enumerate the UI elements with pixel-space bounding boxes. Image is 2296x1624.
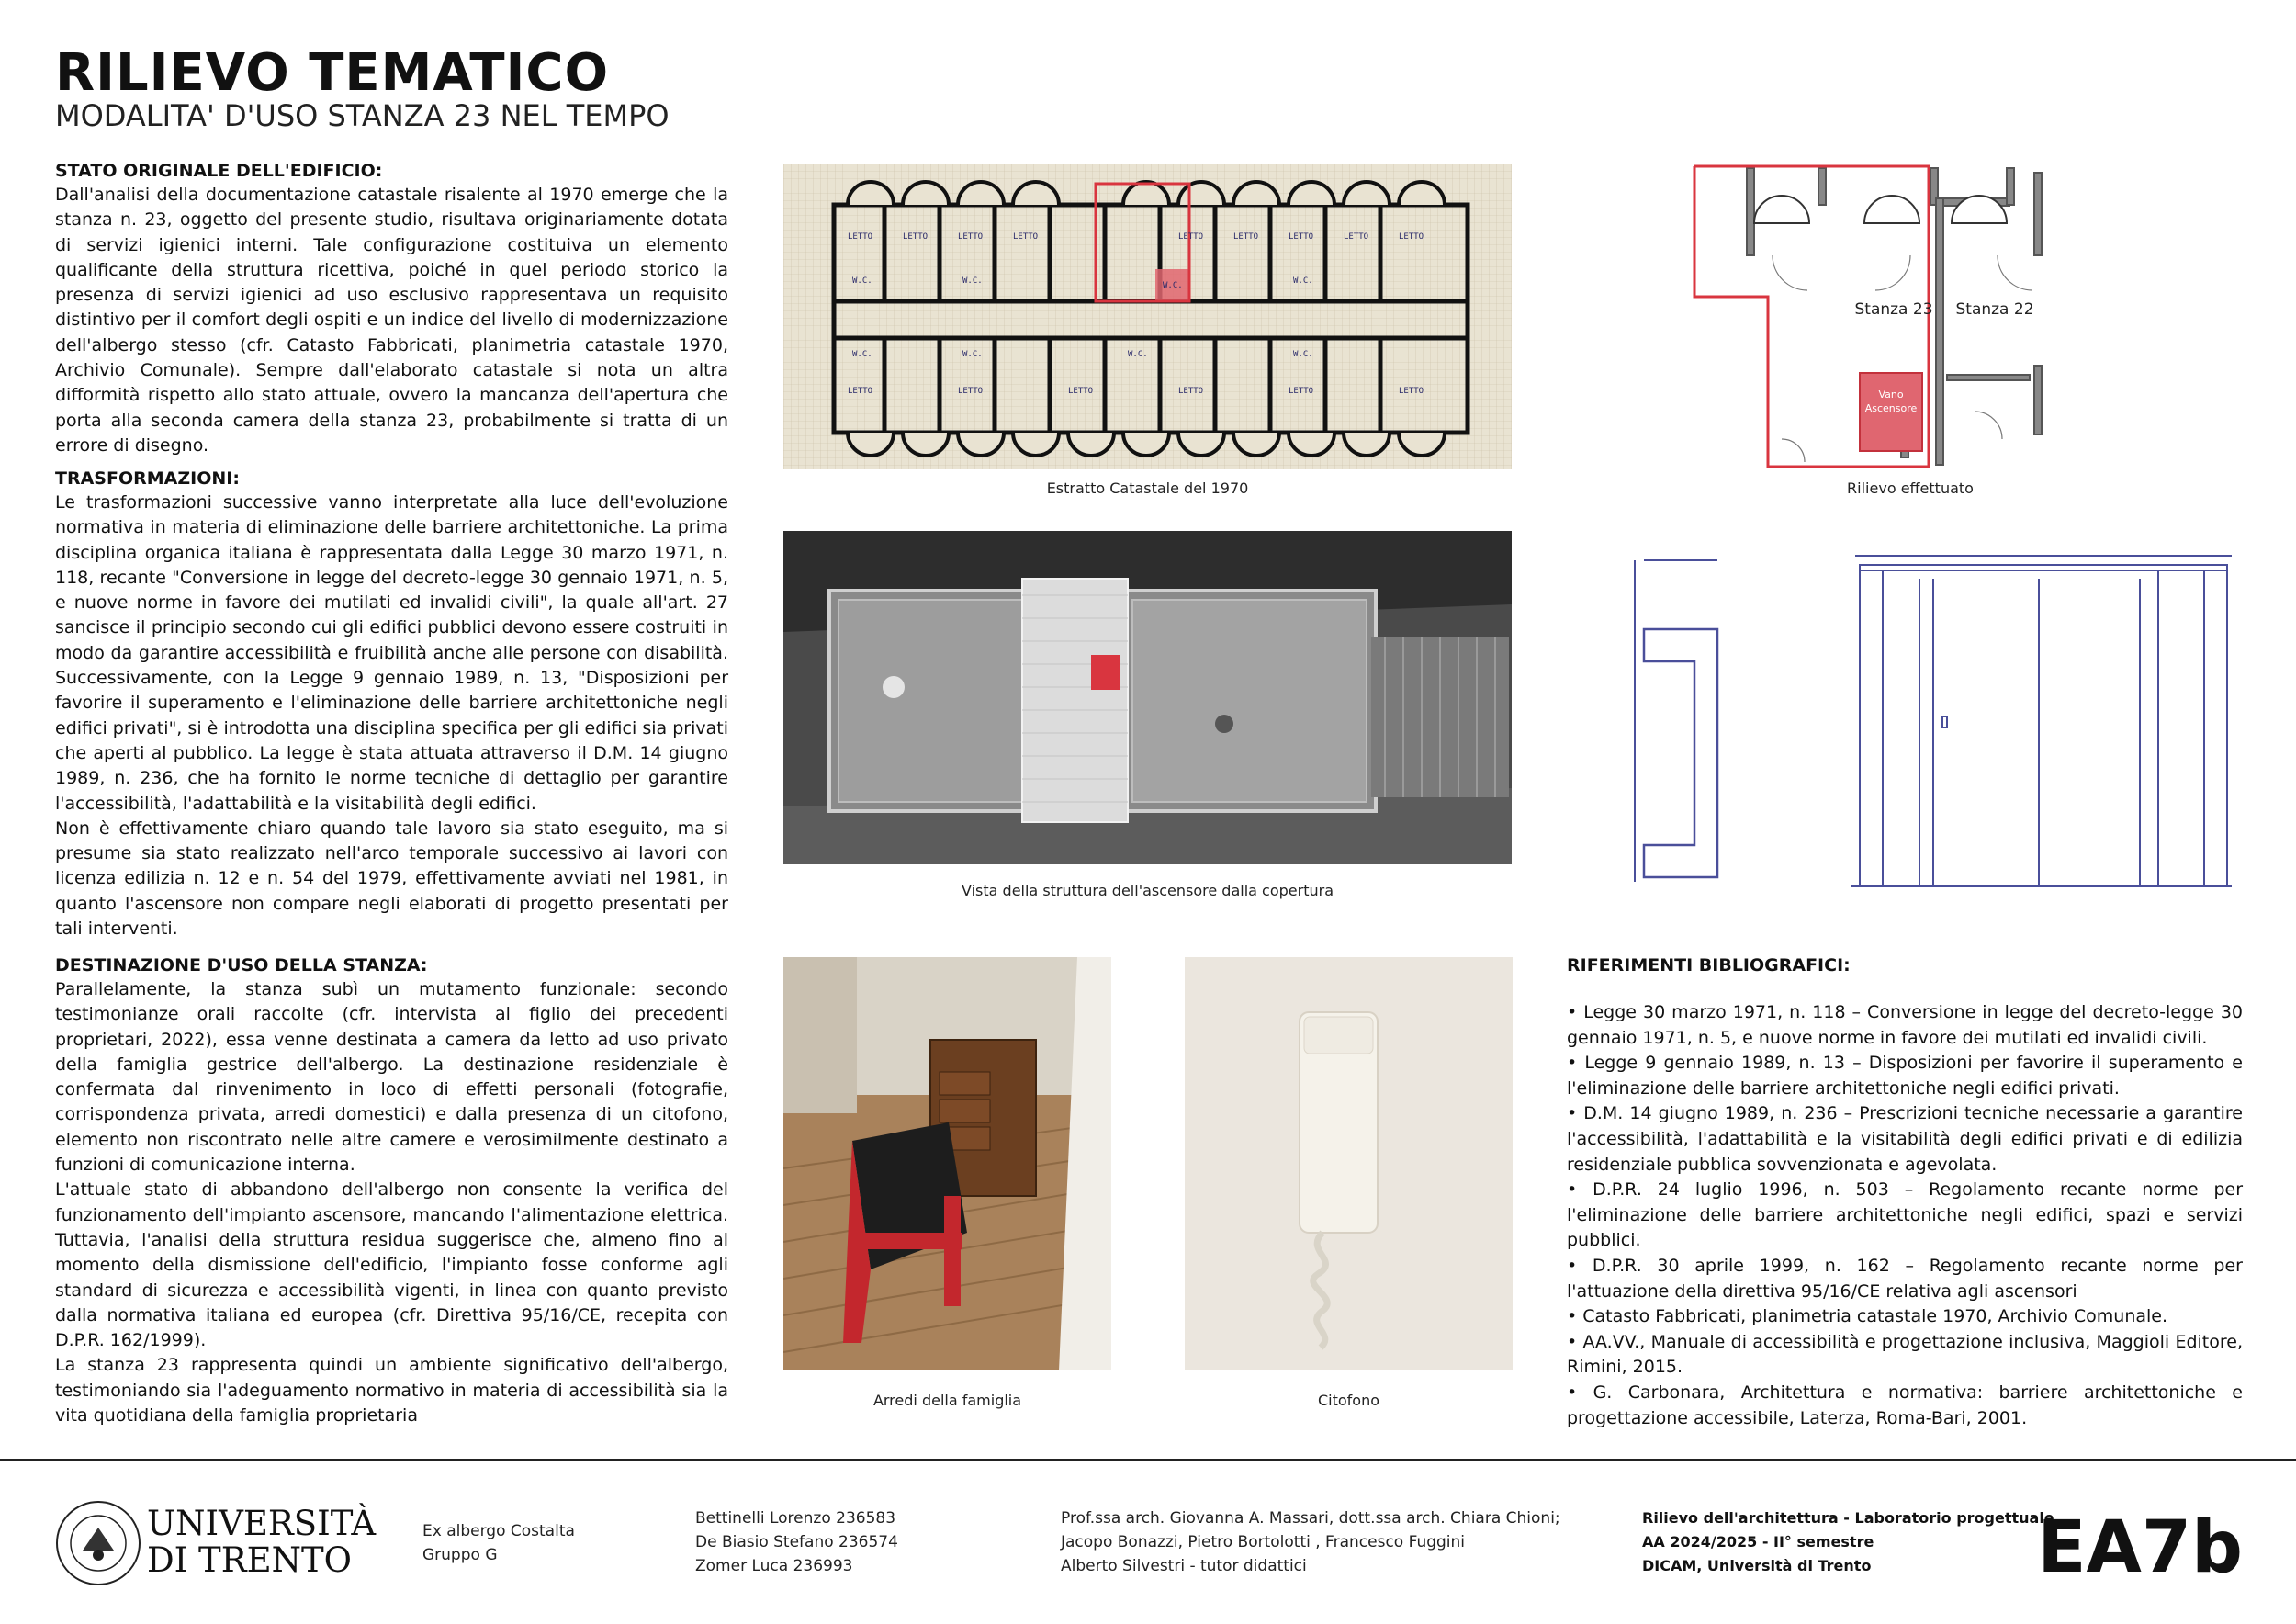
- course-line: AA 2024/2025 - II° semestre: [1642, 1533, 1874, 1551]
- room-label: LETTO: [958, 387, 984, 396]
- board-code: EA7b: [2037, 1506, 2243, 1589]
- room-label: W.C.: [1293, 350, 1313, 359]
- figure-caption: Rilievo effettuato: [1847, 479, 1974, 497]
- bibliography-item: • D.P.R. 30 aprile 1999, n. 162 – Regolamento recante norme per l'attuazione della direttiva 95/16/CE relativa agli ascensori: [1567, 1255, 2243, 1302]
- room-label: LETTO: [1013, 232, 1039, 242]
- room-label: W.C.: [1128, 350, 1148, 359]
- room-label: LETTO: [958, 232, 984, 242]
- bibliography-list: [1567, 1000, 2243, 1431]
- room-label: LETTO: [1399, 232, 1424, 242]
- figure-caption: Citofono: [1317, 1392, 1380, 1409]
- figure-caption: Vista della struttura dell'ascensore dalla copertura: [962, 882, 1334, 899]
- bibliography-item: • Legge 9 gennaio 1989, n. 13 – Disposizioni per favorire il superamento e l'eliminazione delle barriere architettoniche negli edifici privati.: [1567, 1053, 2243, 1099]
- bibliography-item: • Catasto Fabbricati, planimetria catastale 1970, Archivio Comunale.: [1567, 1306, 2168, 1327]
- figure-caption: Arredi della famiglia: [872, 1392, 1022, 1409]
- project-info: [422, 1519, 575, 1567]
- room-label: W.C.: [962, 350, 983, 359]
- room-label: LETTO: [1289, 232, 1314, 242]
- section-stato: [55, 161, 728, 458]
- room-label-stanza22: Stanza 22: [1955, 300, 2034, 319]
- course-line: Rilievo dell'architettura - Laboratorio progettuale: [1642, 1509, 2054, 1527]
- section-heading: RIFERIMENTI BIBLIOGRAFICI:: [1567, 955, 1851, 976]
- rilievo-plan-image: [1690, 164, 2204, 469]
- university-name-line2: DI TRENTO: [147, 1540, 352, 1580]
- aerial-roof-photo: [783, 531, 1512, 864]
- room-label: LETTO: [848, 387, 873, 396]
- section-heading: STATO ORIGINALE DELL'EDIFICIO:: [55, 161, 383, 181]
- section-destinazione: [55, 955, 728, 1428]
- page-subtitle: MODALITA' D'USO STANZA 23 NEL TEMPO: [55, 98, 670, 133]
- course-info: [1642, 1506, 2054, 1578]
- section-text: La stanza 23 rappresenta quindi un ambiente significativo dell'albergo, testimoniando sia l'adeguamento normativo in materia di accessibilità sia la vita quotidiana della famiglia proprietaria: [55, 1355, 728, 1427]
- students-list: [695, 1506, 898, 1578]
- tutor-entry: Alberto Silvestri - tutor didattici: [1061, 1557, 1307, 1575]
- room-label: LETTO: [1178, 232, 1204, 242]
- section-text: Parallelamente, la stanza subì un mutamento funzionale: secondo testimonianze orali raccolte (cfr. intervista al figlio dei precedenti proprietari, 2022), essa venne destinata a camera da letto ad uso privato della famiglia gestrice dell'albergo. La destinazione residenziale è confermata dal rinvenimento in loco di effetti personali (fotografie, corrispondenza privata, arredi domestici) e dalla presenza di un citofono, elemento non riscontrato nelle altre camere e verosimilmente destinato a funzioni di comunicazione interna.: [55, 979, 728, 1176]
- section-heading: DESTINAZIONE D'USO DELLA STANZA:: [55, 955, 428, 976]
- bibliography-item: • D.M. 14 giugno 1989, n. 236 – Prescrizioni tecniche necessarie a garantire l'accessibilità, l'adattabilità e la visitabilità degli edifici privati e di edilizia residenziale pubblica sovvenzionata e agevolata.: [1567, 1103, 2243, 1175]
- elevator-sketch-image: [1616, 542, 2250, 896]
- tutor-entry: Prof.ssa arch. Giovanna A. Massari, dott.ssa arch. Chiara Chioni;: [1061, 1509, 1560, 1528]
- university-logo: [55, 1500, 377, 1587]
- group-name: Gruppo G: [422, 1546, 498, 1564]
- room-label: W.C.: [1163, 281, 1183, 290]
- catastale-plan-image: [783, 164, 1512, 469]
- figure-caption: Estratto Catastale del 1970: [1046, 479, 1249, 497]
- room-label: LETTO: [1344, 232, 1369, 242]
- section-text: Le trasformazioni successive vanno interpretate alla luce dell'evoluzione normativa in materia di eliminazione delle barriere architettoniche. La prima disciplina organica italiana è rappresentata dalla Legge 30 marzo 1971, n. 118, recante "Conversione in legge del decreto-legge 30 gennaio 1971, n. 5, e nuove norme in favore dei mutilati ed invalidi civili", la quale all'art. 27 sancisce il principio secondo cui gli edifici pubblici devono essere costruiti in modo da garantire accessibilità e fruibilità anche alle persone con disabilità. Successivamente, con la Legge 9 gennaio 1989, n. 13, "Disposizioni per favorire il superamento e l'eliminazione delle barriere architettoniche negli edifici privati", si è introdotta una disciplina specifica per gli edifici sia privati che aperti al pubblico. La legge è stata attuata attraverso il D.M. 14 giugno 1989, n. 236, che ha fornito le norme tecniche di dettaglio per garantire l'accessibilità, l'adattabilità e la visitabilità degli edifici.: [55, 492, 728, 814]
- room-label-stanza23: Stanza 23: [1854, 300, 1933, 319]
- university-seal-icon: [55, 1500, 142, 1587]
- room-label: LETTO: [1289, 387, 1314, 396]
- tutor-entry: Jacopo Bonazzi, Pietro Bortolotti , Francesco Fuggini: [1061, 1533, 1466, 1551]
- course-line: DICAM, Università di Trento: [1642, 1557, 1872, 1574]
- section-text: Dall'analisi della documentazione catastale risalente al 1970 emerge che la stanza n. 23, oggetto del presente studio, risultava originariamente dotata di servizi igienici interni. Tale configurazione costituiva un elemento qualificante della struttura ricettiva, poiché in quel periodo storico la presenza di servizi igienici ad uso esclusivo rappresentava un requisito distintivo per il comfort degli ospiti e un indice del livello di modernizzazione dell'albergo stesso (cfr. Catasto Fabbricati, planimetria catastale 1970, Archivio Comunale). Sempre dall'elaborato catastale si nota un altra difformità rispetto allo stato attuale, ovvero la mancanza dell'apertura che porta alla seconda camera della stanza 23, probabilmente si tratta di un errore di disegno.: [55, 185, 728, 456]
- bibliography-item: • D.P.R. 24 luglio 1996, n. 503 – Regolamento recante norme per l'eliminazione delle barriere architettoniche negli edifici, spazi e servizi pubblici.: [1567, 1179, 2243, 1251]
- university-name-line1: UNIVERSITÀ: [147, 1504, 377, 1543]
- section-text: L'attuale stato di abbandono dell'albergo non consente la verifica del funzionamento dell'impianto ascensore, mancando l'alimentazione elettrica. Tuttavia, l'analisi della struttura residua suggerisce che, almeno fino al momento della dismissione dell'edificio, l'impianto fosse conforme agli standard di sicurezza e accessibilità vigenti, in linea con quanto previsto dalla normativa italiana ed europea (cfr. Direttiva 95/16/CE, recepita con D.P.R. 162/1999).: [55, 1179, 728, 1351]
- bibliography-item: • Legge 30 marzo 1971, n. 118 – Conversione in legge del decreto-legge 30 gennaio 1971, n. 5, e nuove norme in favore dei mutilati ed invalidi civili.: [1567, 1002, 2243, 1048]
- section-text: Non è effettivamente chiaro quando tale lavoro sia stato eseguito, ma si presume sia stato realizzato nell'arco temporale successivo ai lavori con licenza edilizia n. 12 e n. 54 del 1979, effettivamente avviati nel 1981, in quanto l'ascensore non compare negli elaborati di progetto presentati per tali interventi.: [55, 818, 728, 940]
- student-entry: Zomer Luca 236993: [695, 1557, 853, 1575]
- footer-divider: [0, 1459, 2296, 1461]
- room-label: W.C.: [852, 276, 872, 286]
- room-label-vano: Vano Ascensore: [1864, 389, 1918, 414]
- room-label: W.C.: [1293, 276, 1313, 286]
- furniture-photo: [783, 957, 1111, 1370]
- room-label: LETTO: [1068, 387, 1094, 396]
- bibliography-item: • AA.VV., Manuale di accessibilità e progettazione inclusiva, Maggioli Editore, Rimini, 2015.: [1567, 1331, 2243, 1378]
- room-label: LETTO: [903, 232, 929, 242]
- student-entry: De Biasio Stefano 236574: [695, 1533, 898, 1551]
- room-label: W.C.: [962, 276, 983, 286]
- room-label: W.C.: [852, 350, 872, 359]
- project-name: Ex albergo Costalta: [422, 1522, 575, 1540]
- intercom-photo: [1185, 957, 1513, 1370]
- room-label: LETTO: [848, 232, 873, 242]
- room-label: LETTO: [1178, 387, 1204, 396]
- section-trasformazioni: [55, 468, 728, 942]
- tutors-list: [1061, 1506, 1560, 1578]
- student-entry: Bettinelli Lorenzo 236583: [695, 1509, 896, 1528]
- room-label: LETTO: [1399, 387, 1424, 396]
- section-heading: TRASFORMAZIONI:: [55, 468, 240, 489]
- section-riferimenti: [1567, 955, 2243, 1431]
- bibliography-item: • G. Carbonara, Architettura e normativa: barriere architettoniche e progettazione accessibile, Laterza, Roma-Bari, 2001.: [1567, 1382, 2243, 1428]
- room-label: LETTO: [1233, 232, 1259, 242]
- page-title: RILIEVO TEMATICO: [55, 43, 610, 103]
